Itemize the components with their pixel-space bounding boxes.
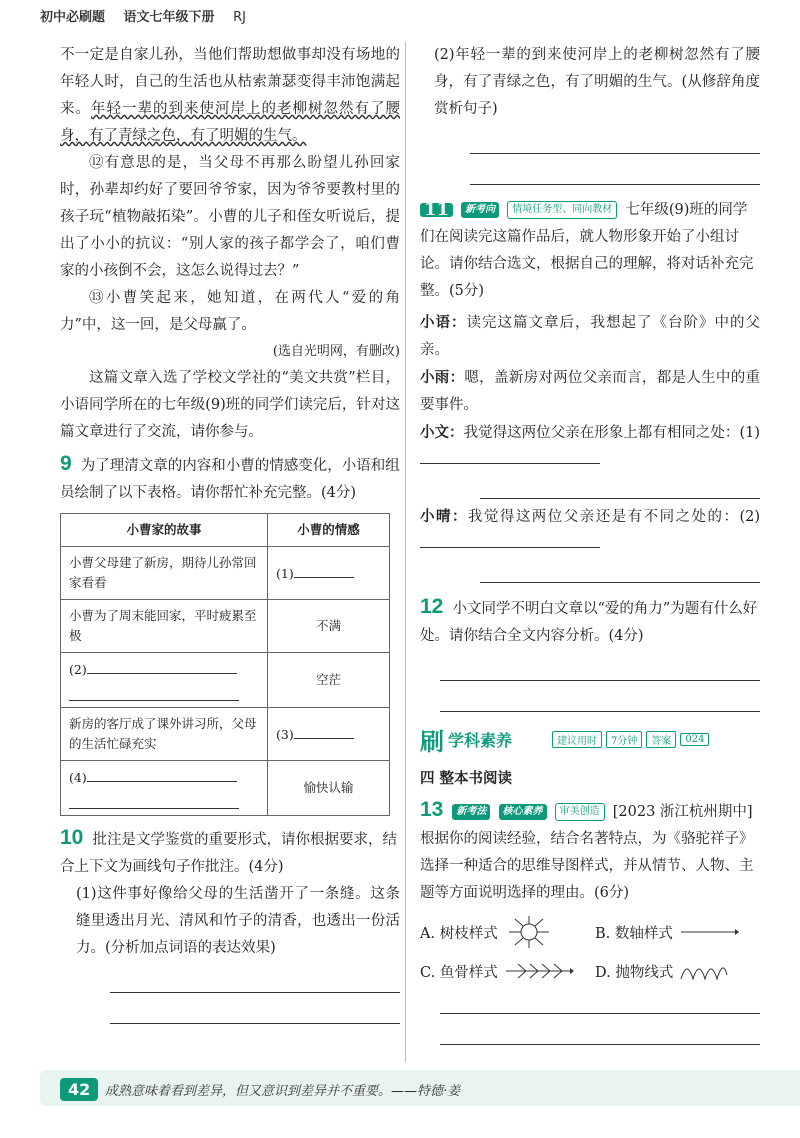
part-title: 四 整本书阅读 [420, 770, 513, 787]
question-10 [60, 826, 400, 881]
passage-source: (选自光明网，有删改) [272, 344, 400, 359]
table-row: 小曹为了周末能回家，平时疲累至极 不满 [61, 600, 390, 653]
table-header: 小曹家的故事 [61, 514, 268, 547]
question-9 [60, 452, 400, 507]
parabola-icon [679, 959, 729, 983]
subject-title: 语文七年级下册 [123, 10, 215, 25]
answer-blank[interactable] [420, 533, 600, 548]
passage-paragraph-12: ⑫有意思的是，当父母不再那么盼望儿孙回家时，孙辈却约好了要回爷爷家，因为爷爷要教村里的孩子玩“植物敲拓染”。小曹的儿子和侄女听说后，提出了小小的抗议：“别人家的孩子都学会了，咱们曹家的小孩倒不会，这怎么说得过去？” [60, 155, 400, 279]
question-number: 10 [60, 826, 84, 849]
question-13 [420, 798, 760, 907]
answer-blank[interactable] [294, 724, 354, 739]
shua-icon: 刷 [420, 727, 444, 756]
column-divider [405, 42, 406, 1062]
sub-question-2: (2)年轻一辈的到来使河岸上的老柳树忽然有了腰身，有了青绿之色，有了明媚的生气。(从修辞角度赏析句子) [434, 47, 760, 117]
dialog [420, 309, 760, 583]
answer-blank[interactable] [420, 449, 600, 464]
question-text: 批注是文学鉴赏的重要形式，请你根据要求，结合上下文为画线句子作批注。(4分) [60, 832, 397, 875]
context-paragraph: 这篇文章入选了学校文学社的“美文共赏”栏目，小语同学所在的七年级(9)班的同学们读完后，针对这篇文章进行了交流，请你参与。 [60, 370, 400, 440]
page-number: 42 [60, 1078, 98, 1101]
core-literacy-tag: 核心素养 [499, 804, 547, 820]
aesthetic-tag: 审美创造 [555, 803, 605, 821]
question-text: 为了理清文章的内容和小曹的情感变化，小语和组员绘制了以下表格。请你帮忙补充完整。(4分) [60, 458, 400, 501]
answer-page: 024 [680, 733, 709, 746]
mindmap-options [420, 915, 760, 983]
answer-line[interactable] [440, 1014, 760, 1045]
answer-blank[interactable] [87, 767, 237, 782]
dialog-line: 小文：我觉得这两位父亲在形象上都有相同之处：(1) [420, 419, 760, 474]
time-label: 建议用时 [552, 731, 602, 748]
answer-blank[interactable] [294, 563, 354, 578]
question-number: 11 [420, 203, 453, 217]
table-row: 小曹父母建了新房，期待儿孙常回家看看 (1) [61, 547, 390, 600]
page-header [40, 6, 260, 34]
option-a[interactable]: A. 树枝样式 [420, 915, 585, 949]
section-title: 学科素养 [448, 731, 513, 750]
question-text: 七年级(9)班的同学们在阅读完这篇作品后，就人物形象开始了小组讨论。请你结合选文，根据自己的理解，将对话补充完整。(5分) [420, 202, 754, 299]
table-row: (4) 愉快认输 [61, 761, 390, 816]
passage-paragraph-13: ⑬小曹笑起来，她知道，在两代人“爱的角力”中，这一回，是父母赢了。 [60, 290, 400, 333]
section-bar [420, 722, 760, 757]
answer-blank[interactable] [69, 686, 239, 701]
answer-label: 答案 [646, 731, 676, 748]
table-header: 小曹的情感 [268, 514, 390, 547]
answer-line[interactable] [480, 474, 760, 499]
number-axis-icon [679, 925, 739, 939]
table-row: (2) 空茫 [61, 653, 390, 708]
series-title: 初中必刷题 [40, 10, 106, 25]
wavy-underlined-sentence: 年轻一辈的到来使河岸上的老柳树忽然有了腰身，有了青绿之色，有了明媚的生气。 [60, 101, 400, 144]
answer-line[interactable] [440, 983, 760, 1014]
answer-line[interactable] [440, 650, 760, 681]
dialog-line: 小雨：嗯，盖新房对两位父亲而言，都是人生中的重要事件。 [420, 369, 761, 413]
table-row: 新房的客厅成了课外讲习所，父母的生活忙碌充实 (3) [61, 708, 390, 761]
answer-line[interactable] [470, 123, 760, 154]
answer-line[interactable] [440, 681, 760, 712]
option-c[interactable]: C. 鱼骨样式 [420, 959, 585, 983]
story-emotion-table [60, 513, 390, 816]
dialog-line: 小晴：我觉得这两位父亲还是有不同之处的：(2) [420, 503, 760, 558]
answer-blank[interactable] [87, 659, 237, 674]
sub-question-1: (1)这件事好像给父母的生活凿开了一条缝。这条缝里透出月光、清风和竹子的清香，也透出一份活力。(分析加点词语的表达效果) [76, 886, 400, 956]
footer-quote: 成熟意味着看到差异，但又意识到差异并不重要。——特德·姜 [105, 1084, 461, 1099]
question-number: 13 [420, 798, 444, 821]
new-method-tag: 新考法 [452, 804, 490, 820]
question-text: 根据你的阅读经验，结合名著特点，为《骆驼祥子》选择一种适合的思维导图样式，并从情节、人物、主题等方面说明选择的理由。(6分) [420, 831, 754, 901]
question-number: 9 [60, 452, 72, 475]
tree-branch-icon [504, 915, 554, 949]
answer-line[interactable] [480, 558, 760, 583]
question-text: 小文同学不明白文章以“爱的角力”为题有什么好处。请你结合全文内容分析。(4分) [420, 601, 758, 644]
right-column [420, 42, 760, 1076]
answer-line[interactable] [110, 962, 400, 993]
fishbone-icon [504, 961, 574, 981]
passage-paragraph: 不一定是自家儿孙，当他们帮助想做事却没有场地的年轻人时，自己的生活也从枯索萧瑟变得丰沛饱满起来。年轻一辈的到来使河岸上的老柳树忽然有了腰身，有了青绿之色，有了明媚的生气。 [60, 47, 400, 144]
question-number: 12 [420, 595, 444, 618]
exam-source: [2023 浙江杭州期中] [612, 804, 753, 820]
answer-line[interactable] [110, 993, 400, 1024]
question-12 [420, 595, 760, 650]
option-b[interactable]: B. 数轴样式 [595, 915, 760, 949]
time-value: 7分钟 [606, 731, 642, 748]
question-11 [420, 197, 760, 305]
answer-blank[interactable] [69, 794, 239, 809]
task-type-tag: 情境任务型、同向教材 [507, 201, 617, 219]
dialog-line: 小语：读完这篇文章后，我想起了《台阶》中的父亲。 [420, 314, 760, 358]
new-direction-tag: 新考向 [461, 202, 499, 218]
edition-label: RJ [233, 10, 246, 25]
left-column [60, 42, 400, 1024]
option-d[interactable]: D. 抛物线式 [595, 959, 760, 983]
answer-line[interactable] [470, 154, 760, 185]
